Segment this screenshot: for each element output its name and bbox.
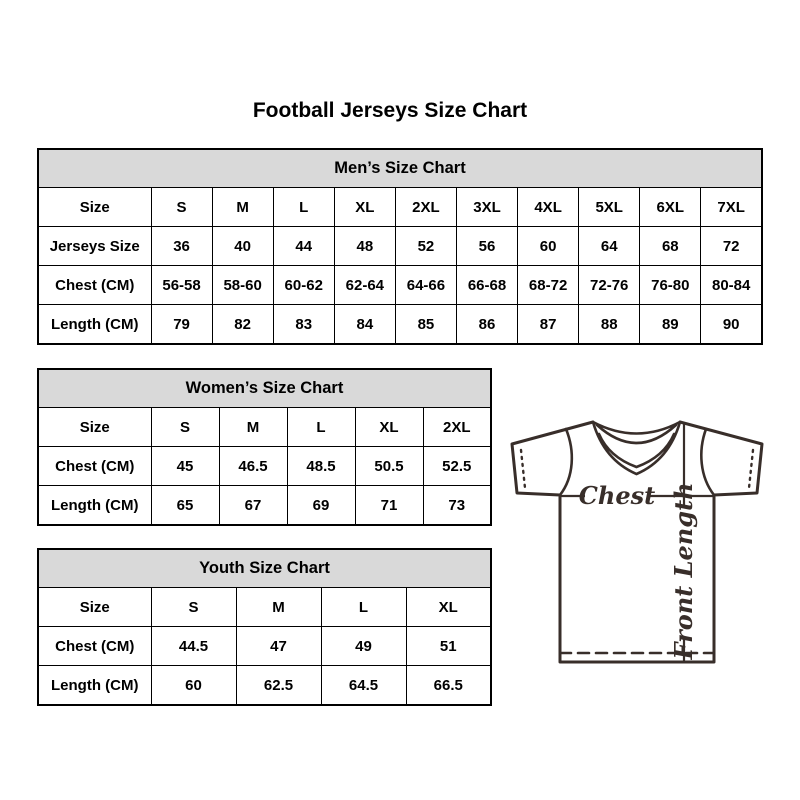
size-value-cell: 48.5	[287, 447, 355, 486]
womens-table-title: Women’s Size Chart	[38, 369, 491, 408]
row-label-cell: Jerseys Size	[38, 227, 151, 266]
size-value-cell: 3XL	[456, 188, 517, 227]
table-row	[38, 227, 762, 266]
left-cuff-dotted-seam	[521, 450, 525, 488]
size-value-cell: 86	[456, 305, 517, 345]
size-value-cell: 62.5	[236, 666, 321, 706]
size-value-cell: XL	[355, 408, 423, 447]
table-row	[38, 266, 762, 305]
size-value-cell: 76-80	[640, 266, 701, 305]
size-value-cell: 2XL	[395, 188, 456, 227]
size-value-cell: 52	[395, 227, 456, 266]
size-value-cell: 71	[355, 486, 423, 526]
size-value-cell: 46.5	[219, 447, 287, 486]
size-value-cell: 79	[151, 305, 212, 345]
row-label-cell: Size	[38, 588, 151, 627]
size-value-cell: 6XL	[640, 188, 701, 227]
size-value-cell: 5XL	[579, 188, 640, 227]
table-row	[38, 305, 762, 345]
row-label-cell: Length (CM)	[38, 486, 151, 526]
table-row	[38, 588, 491, 627]
size-value-cell: M	[219, 408, 287, 447]
size-value-cell: 50.5	[355, 447, 423, 486]
size-value-cell: 60-62	[273, 266, 334, 305]
size-value-cell: 52.5	[423, 447, 491, 486]
size-value-cell: 47	[236, 627, 321, 666]
size-value-cell: 40	[212, 227, 273, 266]
table-title-row	[38, 549, 491, 588]
size-value-cell: 72-76	[579, 266, 640, 305]
table-row	[38, 408, 491, 447]
size-value-cell: 48	[334, 227, 395, 266]
size-value-cell: 83	[273, 305, 334, 345]
size-value-cell: 73	[423, 486, 491, 526]
size-value-cell: 66.5	[406, 666, 491, 706]
right-armscye-seam	[701, 429, 714, 495]
size-value-cell: 90	[701, 305, 762, 345]
size-value-cell: 88	[579, 305, 640, 345]
size-value-cell: 7XL	[701, 188, 762, 227]
size-value-cell: 2XL	[423, 408, 491, 447]
size-value-cell: 62-64	[334, 266, 395, 305]
size-value-cell: XL	[334, 188, 395, 227]
size-value-cell: 68	[640, 227, 701, 266]
table-row	[38, 447, 491, 486]
size-value-cell: S	[151, 588, 236, 627]
size-value-cell: 49	[321, 627, 406, 666]
size-value-cell: 45	[151, 447, 219, 486]
size-value-cell: 87	[518, 305, 579, 345]
collar	[593, 422, 680, 474]
row-label-cell: Length (CM)	[38, 666, 151, 706]
mens-table-title: Men’s Size Chart	[38, 149, 762, 188]
size-value-cell: S	[151, 188, 212, 227]
size-value-cell: L	[273, 188, 334, 227]
chest-label: Chest	[578, 481, 656, 510]
size-value-cell: 44	[273, 227, 334, 266]
size-value-cell: 66-68	[456, 266, 517, 305]
size-value-cell: 68-72	[518, 266, 579, 305]
size-value-cell: 36	[151, 227, 212, 266]
jersey-diagram-svg	[500, 405, 790, 695]
table-row	[38, 486, 491, 526]
front-length-label: Front Length	[669, 482, 698, 660]
size-value-cell: 60	[518, 227, 579, 266]
youth-table-title: Youth Size Chart	[38, 549, 491, 588]
row-label-cell: Length (CM)	[38, 305, 151, 345]
size-value-cell: L	[287, 408, 355, 447]
size-value-cell: 51	[406, 627, 491, 666]
size-value-cell: 64-66	[395, 266, 456, 305]
right-cuff-dotted-seam	[749, 450, 753, 488]
mens-size-chart-table	[37, 148, 763, 345]
youth-size-chart-table	[37, 548, 492, 706]
size-value-cell: L	[321, 588, 406, 627]
table-row	[38, 666, 491, 706]
table-row	[38, 627, 491, 666]
table-row	[38, 188, 762, 227]
size-value-cell: 56	[456, 227, 517, 266]
size-value-cell: 60	[151, 666, 236, 706]
page-title: Football Jerseys Size Chart	[252, 99, 528, 122]
size-value-cell: 82	[212, 305, 273, 345]
size-value-cell: M	[236, 588, 321, 627]
size-value-cell: 72	[701, 227, 762, 266]
table-title-row	[38, 149, 762, 188]
row-label-cell: Size	[38, 408, 151, 447]
size-value-cell: 64.5	[321, 666, 406, 706]
size-value-cell: 84	[334, 305, 395, 345]
womens-size-chart-table	[37, 368, 492, 526]
jersey-outline	[512, 422, 762, 662]
size-value-cell: 4XL	[518, 188, 579, 227]
size-value-cell: 89	[640, 305, 701, 345]
row-label-cell: Chest (CM)	[38, 447, 151, 486]
jersey-measurement-diagram	[500, 405, 790, 700]
row-label-cell: Size	[38, 188, 151, 227]
size-value-cell: S	[151, 408, 219, 447]
size-value-cell: 64	[579, 227, 640, 266]
size-value-cell: 44.5	[151, 627, 236, 666]
table-title-row	[38, 369, 491, 408]
size-value-cell: 80-84	[701, 266, 762, 305]
size-value-cell: 58-60	[212, 266, 273, 305]
size-value-cell: 65	[151, 486, 219, 526]
size-value-cell: 85	[395, 305, 456, 345]
size-value-cell: M	[212, 188, 273, 227]
size-value-cell: XL	[406, 588, 491, 627]
size-value-cell: 69	[287, 486, 355, 526]
size-value-cell: 67	[219, 486, 287, 526]
size-value-cell: 56-58	[151, 266, 212, 305]
row-label-cell: Chest (CM)	[38, 627, 151, 666]
row-label-cell: Chest (CM)	[38, 266, 151, 305]
left-armscye-seam	[560, 429, 572, 495]
